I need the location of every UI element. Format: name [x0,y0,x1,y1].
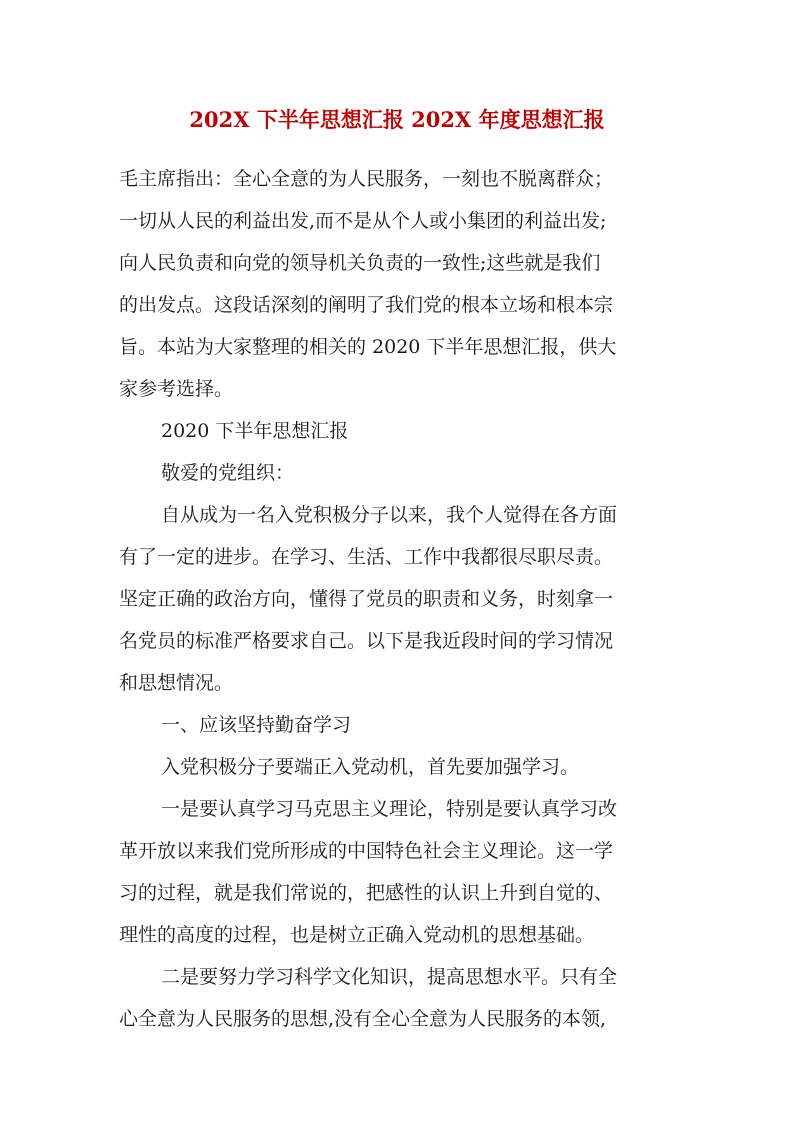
body-line: 一切从人民的利益出发,而不是从个人或小集团的利益出发; [119,210,607,232]
body-line: 家参考选择。 [119,378,234,400]
body-line: 二是要努力学习科学文化知识，提高思想水平。只有全 [161,966,618,988]
body-line: 名党员的标准严格要求自己。以下是我近段时间的学习情况 [119,630,614,652]
body-line: 坚定正确的政治方向，懂得了党员的职责和义务，时刻拿一 [119,588,614,610]
body-line: 和思想情况。 [119,672,234,694]
body-line: 一是要认真学习马克思主义理论，特别是要认真学习改 [161,798,618,820]
body-line: 自从成为一名入党积极分子以来，我个人觉得在各方面 [161,504,618,526]
document-body [119,158,679,1040]
body-line: 一、应该坚持勤奋学习 [161,714,352,736]
body-line: 的出发点。这段话深刻的阐明了我们党的根本立场和根本宗 [119,294,614,316]
body-line: 习的过程，就是我们常说的，把感性的认识上升到自觉的、 [119,882,614,904]
body-line: 革开放以来我们党所形成的中国特色社会主义理论。这一学 [119,840,614,862]
body-line: 向人民负责和向党的领导机关负责的一致性;这些就是我们 [119,252,601,274]
body-line: 毛主席指出：全心全意的为人民服务，一刻也不脱离群众； [119,168,614,190]
body-line: 有了一定的进步。在学习、生活、工作中我都很尽职尽责。 [119,546,614,568]
body-line: 2020 下半年思想汇报 [161,420,349,442]
body-line: 旨。本站为大家整理的相关的 2020 下半年思想汇报，供大 [119,336,617,358]
body-line: 理性的高度的过程，也是树立正确入党动机的思想基础。 [119,924,595,946]
body-line: 入党积极分子要端正入党动机，首先要加强学习。 [161,756,580,778]
body-line: 敬爱的党组织： [161,462,295,484]
body-line: 心全意为人民服务的思想,没有全心全意为人民服务的本领, [119,1008,607,1030]
document-title: 202X 下半年思想汇报 202X 年度思想汇报 [189,107,605,132]
